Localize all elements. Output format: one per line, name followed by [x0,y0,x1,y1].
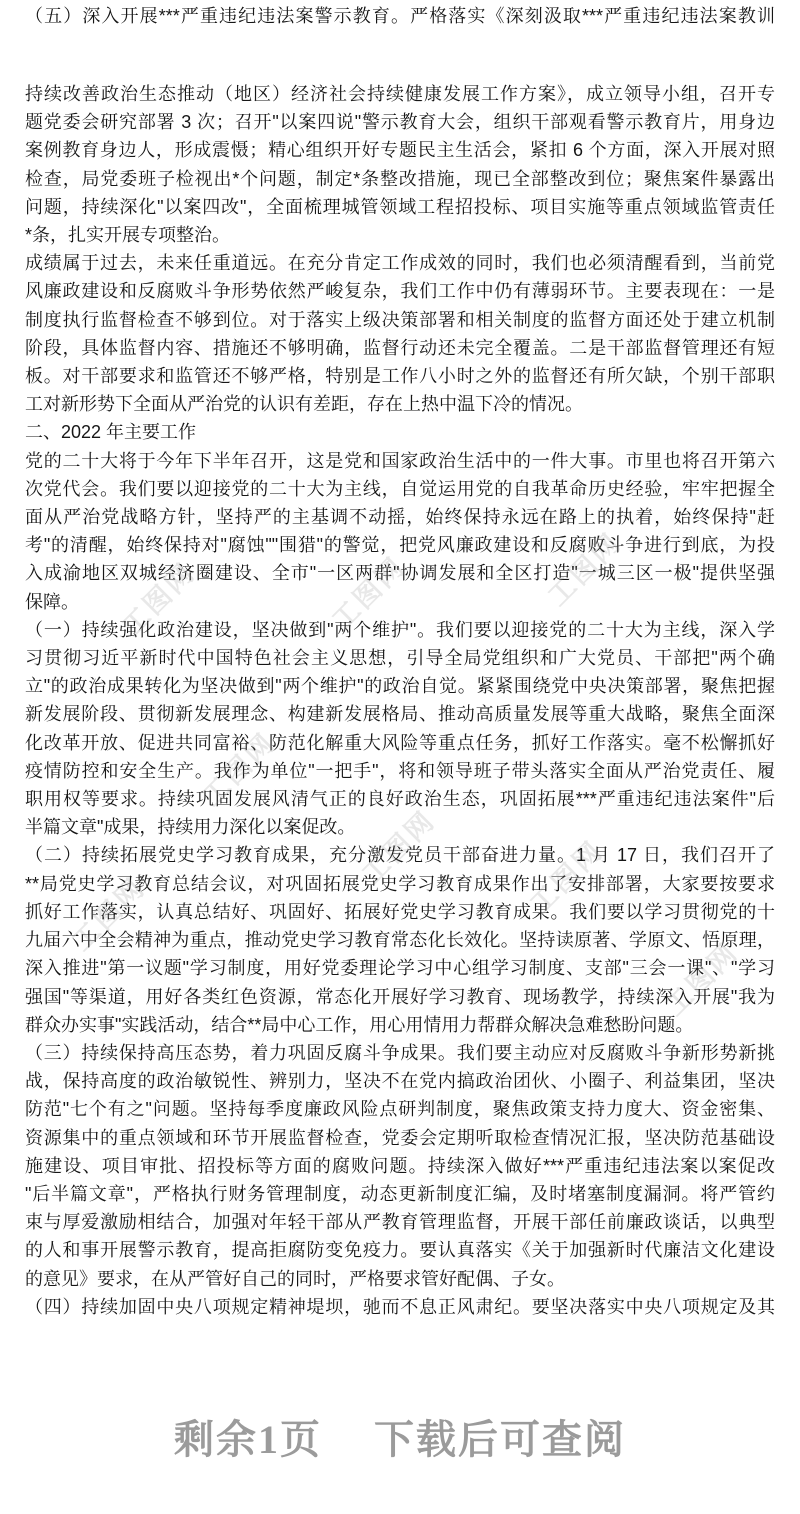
document-line: （二）持续拓展党史学习教育成果，充分激发党员干部奋进力量。1 月 17 日，我们召开了 [25,845,775,866]
site-watermark: 工图网 [659,936,745,1022]
document-line: 党的二十大将于今年下半年召开，这是党和国家政治生活中的一件大事。市里也将召开第六 [25,450,775,471]
document-line: 二、2022 年主要工作 [25,422,197,443]
document-line: 施建设、项目审批、招投标等方面的腐败问题。持续深入做好***严重违纪违法案以案促改 [25,1155,775,1176]
site-watermark: 工图网 [196,726,282,812]
document-line: 检查，局党委班子检视出*个问题，制定*条整改措施，现已全部整改到位；聚焦案件暴露出 [25,168,775,189]
document-line: 资源集中的重点领域和环节开展监督检查，党委会定期听取检查情况汇报，坚决防范基础设 [25,1127,775,1148]
document-line: 考"的清醒，始终保持对"腐蚀""围猎"的警觉，把党风廉政建设和反腐败斗争进行到底，为投 [25,535,775,556]
document-line: 题党委会研究部署 3 次；召开"以案四说"警示教育大会，组织干部观看警示教育片，用身边 [25,112,775,133]
site-watermark: 工图网 [542,526,628,612]
document-line: 防范"七个有之"问题。坚持每季度廉政风险点研判制度，聚焦政策支持力度大、资金密集、 [25,1099,775,1120]
site-watermark: 工图网 [326,550,412,636]
document-line: （四）持续加固中央八项规定精神堤坝，驰而不息正风肃纪。要坚决落实中央八项规定及其 [25,1296,775,1317]
document-line: （五）深入开展***严重违纪违法案警示教育。严格落实《深刻汲取***严重违纪违法案教训 [25,6,775,26]
document-line: 保障。 [25,591,79,612]
document-line: 案例教育身边人，形成震慑；精心组织开好专题民主生活会，紧扣 6 个方面，深入开展对照 [25,140,775,161]
document-line: 九届六中全会精神为重点，推动党史学习教育常态化长效化。坚持读原著、学原文、悟原理， [25,930,775,951]
document-line: 的人和事开展警示教育，提高拒腐防变免疫力。要认真落实《关于加强新时代廉洁文化建设 [25,1240,775,1261]
remaining-pages-banner [0,1408,800,1465]
document-line: **局党史学习教育总结会议，对巩固拓展党史学习教育成果作出了安排部署，大家要按要求 [25,873,775,894]
document-line: 面从严治党战略方针，坚持严的主基调不动摇，始终保持永远在路上的执着，始终保持"赶 [25,507,775,528]
document-line: "后半篇文章"，严格执行财务管理制度，动态更新制度汇编，及时堵塞制度漏洞。将严管约 [25,1183,775,1204]
document-line: 疫情防控和安全生产。我作为单位"一把手"，将和领导班子带头落实全面从严治党责任、履 [25,760,775,781]
document-line: 风廉政建设和反腐败斗争形势依然严峻复杂，我们工作中仍有薄弱环节。主要表现在：一是 [25,281,775,302]
document-line: 抓好工作落实，认真总结好、巩固好、拓展好党史学习教育成果。我们要以学习贯彻党的十 [25,901,775,922]
document-line: 群众办实事"实践活动，结合**局中心工作，用心用情用力帮群众解决急难愁盼问题。 [25,1014,694,1035]
document-line: 次党代会。我们要以迎接党的二十大为主线，自觉运用党的自我革命历史经验，牢牢把握全 [25,478,775,499]
document-line: 问题，持续深化"以案四改"，全面梳理城管领域工程招投标、项目实施等重点领域监管责任 [25,196,775,217]
document-line: 持续改善政治生态推动（地区）经济社会持续健康发展工作方案》，成立领导小组，召开专 [25,84,775,104]
document-line: 成绩属于过去，未来任重道远。在充分肯定工作成效的同时，我们也必须清醒看到，当前党 [25,253,775,274]
site-watermark: 工图网 [524,834,610,920]
document-line: 半篇文章"成果，持续用力深化以案促改。 [25,817,356,838]
document-line: *条，扎实开展专项整治。 [25,225,231,246]
site-watermark: 工图网 [116,556,202,642]
document-line: 工对新形势下全面从严治党的认识有差距，存在上热中温下冷的情况。 [25,394,583,415]
document-line: （三）持续保持高压态势，着力巩固反腐斗争成果。我们要主动应对反腐败斗争新形势新挑 [25,1042,775,1063]
site-watermark: 工图网 [356,804,442,890]
document-line: 深入推进"第一议题"学习制度，用好党委理论学习中心组学习制度、支部"三会一课"、"学习 [25,958,775,979]
document-line: 强国"等渠道，用好各类红色资源，常态化开展好学习教育、现场教学，持续深入开展"我为 [25,986,775,1007]
document-line: 阶段，具体监督内容、措施还不够明确，监督行动还未完全覆盖。二是干部监督管理还有短 [25,337,775,358]
document-line: 习贯彻习近平新时代中国特色社会主义思想，引导全局党组织和广大党员、干部把"两个确 [25,648,775,669]
document-line: 板。对干部要求和监管还不够严格，特别是工作八小时之外的监督还有所欠缺，个别干部职 [25,366,775,387]
document-line: 制度执行监督检查不够到位。对于落实上级决策部署和相关制度的监督方面还处于建立机制 [25,309,775,330]
document-line: 新发展阶段、贯彻新发展理念、构建新发展格局、推动高质量发展等重大战略，聚焦全面深 [25,704,775,725]
remaining-pages-text: 剩余1页 [174,1417,322,1462]
document-line: （一）持续强化政治建设，坚决做到"两个维护"。我们要以迎接党的二十大为主线，深入学 [25,619,775,640]
document-line: 立"的政治成果转化为坚决做到"两个维护"的政治自觉。紧紧围绕党中央决策部署，聚焦把握 [25,676,775,697]
document-line: 入成渝地区双城经济圈建设、全市"一区两群"协调发展和全区打造"一城三区一极"提供坚强 [25,563,775,584]
download-to-view-text: 下载后可查阅 [374,1417,626,1462]
document-line: 的意见》要求，在从严管好自己的同时，严格要求管好配偶、子女。 [25,1268,565,1289]
document-line: 战，保持高度的政治敏锐性、辨别力，坚决不在党内搞政治团伙、小圈子、利益集团，坚决 [25,1071,775,1092]
document-body [25,80,775,1321]
document-line: 化改革开放、促进共同富裕、防范化解重大风险等重点任务，抓好工作落实。毫不松懈抓好 [25,732,775,753]
document-line: 职用权等要求。持续巩固发展风清气正的良好政治生态，巩固拓展***严重违纪违法案件"后 [25,789,775,810]
site-watermark: 工图网 [66,871,152,957]
document-line: 束与厚爱激励相结合，加强对年轻干部从严教育管理监督，开展干部任前廉政谈话，以典型 [25,1212,775,1233]
previous-page-tail [25,2,775,30]
